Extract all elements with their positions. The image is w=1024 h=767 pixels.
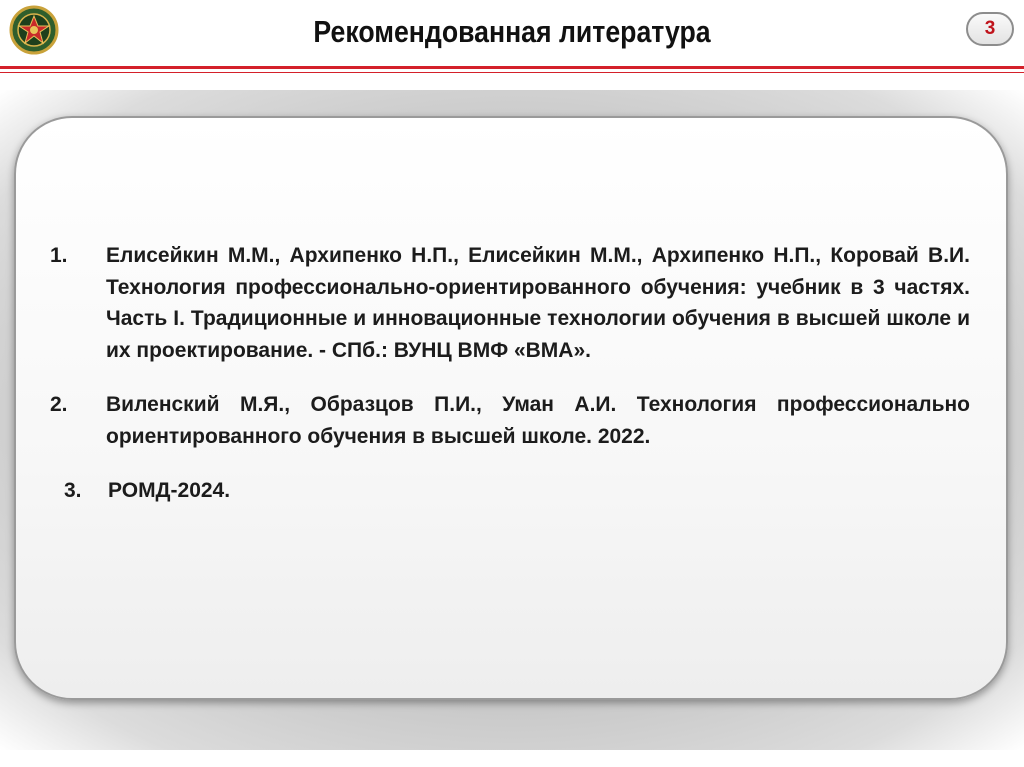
reference-item-3: [50, 475, 970, 507]
header-divider: [0, 66, 1024, 69]
slide-header: [0, 0, 1024, 62]
page-number-badge: 3: [966, 12, 1014, 46]
reference-number: 2.: [50, 393, 68, 416]
military-academy-emblem-icon: [8, 4, 60, 56]
reference-item-1: [50, 240, 970, 366]
reference-text: Виленский М.Я., Образцов П.И., Уман А.И. Технология профессионально ориентированного обучения в высшей школе. 2022.: [106, 393, 970, 448]
reference-text: РОМД-2024.: [108, 479, 231, 502]
header-divider-thin: [0, 72, 1024, 73]
reference-number: 3.: [64, 479, 82, 502]
reference-text: Елисейкин М.М., Архипенко Н.П., Елисейкин М.М., Архипенко Н.П., Коровай В.И. Технология профессионально-ориентированного обучения: учебник в 3 частях. Часть I. Традиционные и инновационные технологии обучения в высшей школе и их проектирование. - СПб.: ВУНЦ ВМФ «ВМА».: [106, 244, 970, 362]
reference-list: [50, 240, 970, 530]
page-title: Рекомендованная литература: [313, 14, 711, 49]
reference-item-2: [50, 389, 970, 452]
reference-number: 1.: [50, 244, 68, 267]
